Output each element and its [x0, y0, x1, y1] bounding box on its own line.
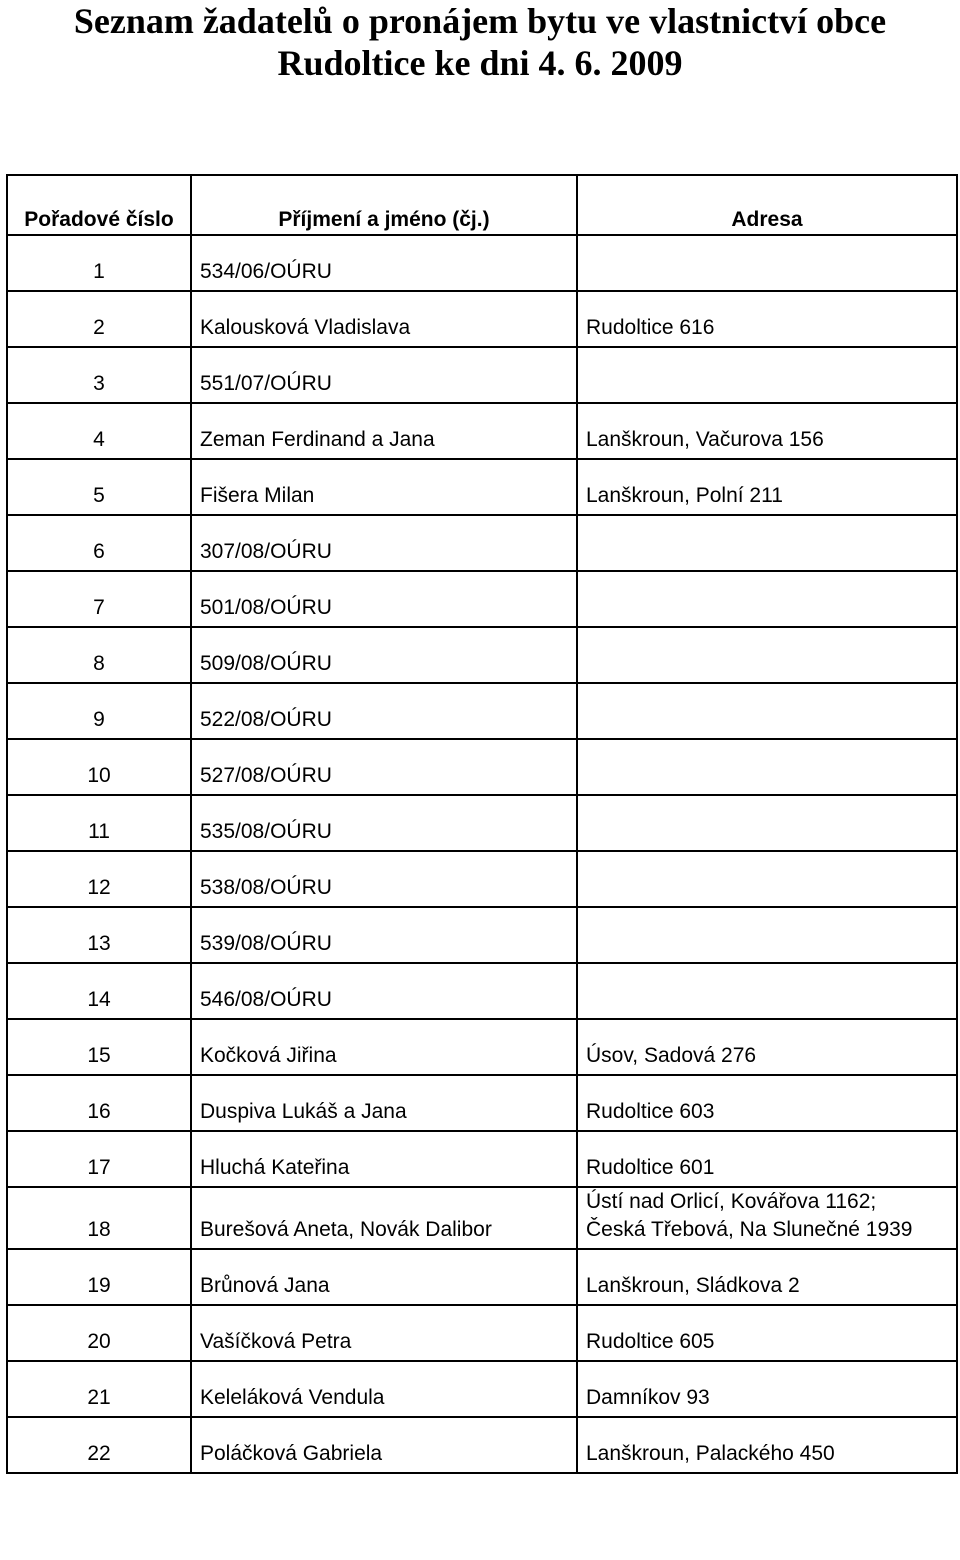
applicant-name-cell: 307/08/OÚRU [191, 515, 577, 571]
row-number-cell: 1 [7, 235, 191, 291]
address-cell: Rudoltice 603 [577, 1075, 957, 1131]
table-row [7, 291, 957, 347]
row-number-cell: 9 [7, 683, 191, 739]
address-cell [577, 907, 957, 963]
address-cell: Ústí nad Orlicí, Kovářova 1162; Česká Třebová, Na Slunečné 1939 [577, 1187, 957, 1249]
address-cell [577, 683, 957, 739]
address-cell [577, 571, 957, 627]
table-row [7, 1019, 957, 1075]
applicant-name-cell: Vašíčková Petra [191, 1305, 577, 1361]
row-number-cell: 12 [7, 851, 191, 907]
row-number-cell: 14 [7, 963, 191, 1019]
document-title [0, 0, 960, 84]
applicant-name-cell: 551/07/OÚRU [191, 347, 577, 403]
row-number-cell: 11 [7, 795, 191, 851]
applicant-name-cell: 539/08/OÚRU [191, 907, 577, 963]
row-number-cell: 7 [7, 571, 191, 627]
applicant-name-cell: 546/08/OÚRU [191, 963, 577, 1019]
row-number-cell: 18 [7, 1187, 191, 1249]
row-number-cell: 2 [7, 291, 191, 347]
table-row [7, 403, 957, 459]
applicant-name-cell: Kočková Jiřina [191, 1019, 577, 1075]
row-number-cell: 21 [7, 1361, 191, 1417]
applicant-name-cell: Kalousková Vladislava [191, 291, 577, 347]
applicant-name-cell: 538/08/OÚRU [191, 851, 577, 907]
address-cell [577, 627, 957, 683]
table-row [7, 907, 957, 963]
table-row [7, 795, 957, 851]
applicant-name-cell: 509/08/OÚRU [191, 627, 577, 683]
table-row [7, 1187, 957, 1249]
table-row [7, 627, 957, 683]
applicant-name-cell: 501/08/OÚRU [191, 571, 577, 627]
address-cell: Rudoltice 616 [577, 291, 957, 347]
row-number-cell: 20 [7, 1305, 191, 1361]
row-number-cell: 8 [7, 627, 191, 683]
header-name: Příjmení a jméno (čj.) [191, 175, 577, 235]
row-number-cell: 17 [7, 1131, 191, 1187]
address-cell: Lanškroun, Sládkova 2 [577, 1249, 957, 1305]
header-order-number: Pořadové číslo [7, 175, 191, 235]
row-number-cell: 15 [7, 1019, 191, 1075]
table-row [7, 515, 957, 571]
table-row [7, 1305, 957, 1361]
title-line-2: Rudoltice ke dni 4. 6. 2009 [277, 43, 683, 83]
table-row [7, 963, 957, 1019]
table-row [7, 571, 957, 627]
row-number-cell: 3 [7, 347, 191, 403]
table-row [7, 851, 957, 907]
table-row [7, 1417, 957, 1473]
row-number-cell: 16 [7, 1075, 191, 1131]
row-number-cell: 6 [7, 515, 191, 571]
address-cell: Rudoltice 601 [577, 1131, 957, 1187]
row-number-cell: 19 [7, 1249, 191, 1305]
applicant-name-cell: 522/08/OÚRU [191, 683, 577, 739]
row-number-cell: 22 [7, 1417, 191, 1473]
applicant-name-cell: Hluchá Kateřina [191, 1131, 577, 1187]
table-row [7, 1249, 957, 1305]
address-cell [577, 739, 957, 795]
table-row [7, 1131, 957, 1187]
address-cell: Úsov, Sadová 276 [577, 1019, 957, 1075]
applicant-name-cell: Zeman Ferdinand a Jana [191, 403, 577, 459]
header-address: Adresa [577, 175, 957, 235]
table-row [7, 347, 957, 403]
table-row [7, 235, 957, 291]
applicant-name-cell: Burešová Aneta, Novák Dalibor [191, 1187, 577, 1249]
address-cell [577, 795, 957, 851]
applicant-name-cell: 527/08/OÚRU [191, 739, 577, 795]
title-line-1: Seznam žadatelů o pronájem bytu ve vlastnictví obce [73, 1, 887, 41]
applicant-name-cell: 535/08/OÚRU [191, 795, 577, 851]
applicant-name-cell: Duspiva Lukáš a Jana [191, 1075, 577, 1131]
applicant-name-cell: 534/06/OÚRU [191, 235, 577, 291]
table-row [7, 1075, 957, 1131]
address-cell [577, 515, 957, 571]
row-number-cell: 13 [7, 907, 191, 963]
address-cell [577, 235, 957, 291]
address-cell: Damníkov 93 [577, 1361, 957, 1417]
applicant-name-cell: Poláčková Gabriela [191, 1417, 577, 1473]
address-cell: Lanškroun, Palackého 450 [577, 1417, 957, 1473]
table-row [7, 1361, 957, 1417]
applicant-name-cell: Fišera Milan [191, 459, 577, 515]
table-row [7, 683, 957, 739]
address-cell: Lanškroun, Vačurova 156 [577, 403, 957, 459]
table-row [7, 739, 957, 795]
address-cell [577, 347, 957, 403]
table-row [7, 459, 957, 515]
row-number-cell: 10 [7, 739, 191, 795]
address-cell [577, 851, 957, 907]
applicants-table [6, 174, 958, 1474]
address-cell: Rudoltice 605 [577, 1305, 957, 1361]
address-cell: Lanškroun, Polní 211 [577, 459, 957, 515]
row-number-cell: 4 [7, 403, 191, 459]
row-number-cell: 5 [7, 459, 191, 515]
applicant-name-cell: Keleláková Vendula [191, 1361, 577, 1417]
applicant-name-cell: Brůnová Jana [191, 1249, 577, 1305]
table-header-row [7, 175, 957, 235]
address-cell [577, 963, 957, 1019]
